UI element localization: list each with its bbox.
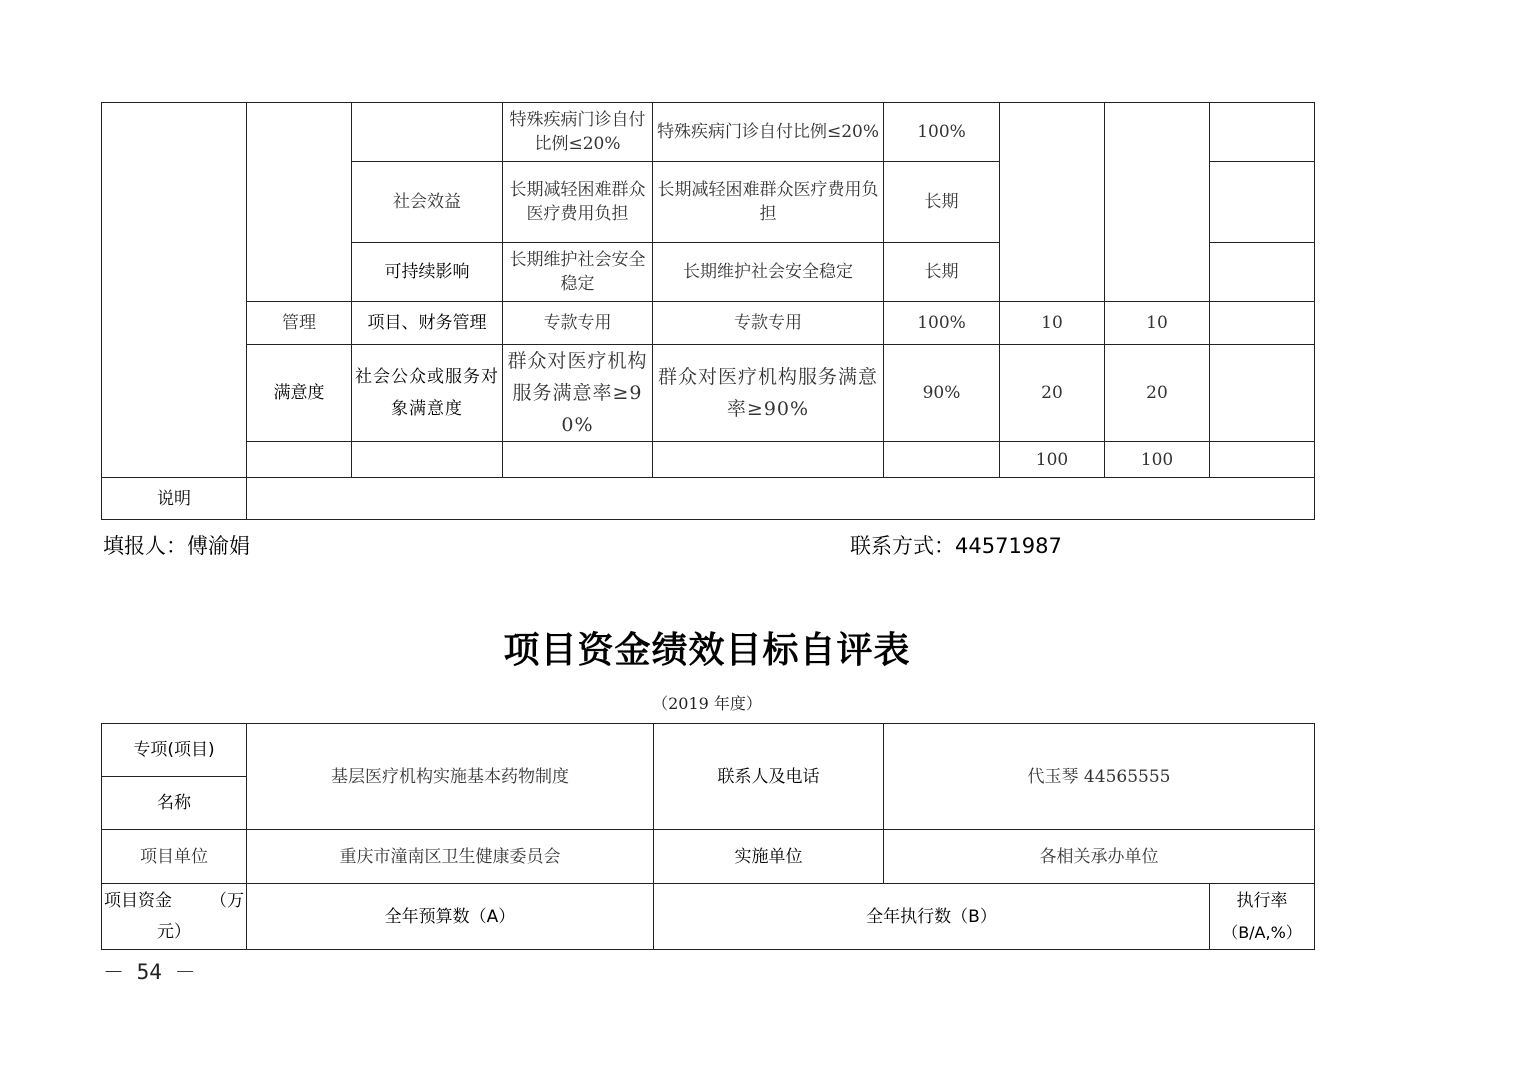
project-unit-label: 项目单位: [102, 830, 247, 884]
table-row: [102, 302, 1315, 345]
funds-label-part3: 元）: [157, 921, 191, 942]
filler-name: 填报人：傅渝娟: [103, 534, 250, 558]
table-row: [102, 830, 1315, 884]
funds-label-part2: （万: [210, 890, 244, 911]
empty-cell: [247, 442, 352, 478]
total-row: [102, 442, 1315, 478]
impl-unit-value: 各相关承办单位: [884, 830, 1315, 884]
funds-label: [102, 884, 247, 950]
target-cell: 长期维护社会安全稳定: [653, 243, 884, 302]
indicator-cell: 群众对医疗机构服务满意率≥90%: [503, 345, 653, 442]
page-number: － 54 －: [103, 960, 196, 984]
weight-cell: [1000, 103, 1105, 302]
remark-cell: [1210, 345, 1315, 442]
form-title: 项目资金绩效目标自评表: [503, 629, 911, 671]
form-year: （2019 年度）: [652, 694, 762, 713]
self-evaluation-table: [101, 723, 1315, 950]
contact-label: 联系人及电话: [654, 724, 884, 830]
score-cell: 10: [1105, 302, 1210, 345]
rate-label-line2: （B/A,%）: [1222, 922, 1302, 942]
target-cell: 群众对医疗机构服务满意率≥90%: [653, 345, 884, 442]
remark-cell: [1210, 243, 1315, 302]
level2-cell: [247, 103, 352, 302]
level1-cell: [102, 103, 247, 478]
project-unit-value: 重庆市潼南区卫生健康委员会: [247, 830, 654, 884]
total-weight-cell: 100: [1000, 442, 1105, 478]
table-row: [102, 345, 1315, 442]
note-label: 说明: [102, 478, 247, 520]
empty-cell: [503, 442, 653, 478]
funds-label-part1: 项目资金: [104, 890, 172, 911]
score-cell: [1105, 103, 1210, 302]
level2-cell: 管理: [247, 302, 352, 345]
budget-label: 全年预算数（A）: [247, 884, 654, 950]
target-cell: 特殊疾病门诊自付比例≤20%: [653, 103, 884, 162]
level3-cell: 社会公众或服务对象满意度: [352, 345, 503, 442]
execution-label: 全年执行数（B）: [654, 884, 1210, 950]
indicator-cell: 专款专用: [503, 302, 653, 345]
indicator-cell: 长期减轻困难群众医疗费用负担: [503, 162, 653, 243]
actual-cell: 长期: [884, 243, 1000, 302]
table-row: [102, 884, 1315, 950]
contact-info: 联系方式：44571987: [850, 534, 1062, 558]
level3-cell: 可持续影响: [352, 243, 503, 302]
indicator-cell: 长期维护社会安全稳定: [503, 243, 653, 302]
note-row: [102, 478, 1315, 520]
actual-cell: 100%: [884, 103, 1000, 162]
project-name-value: 基层医疗机构实施基本药物制度: [247, 724, 654, 830]
performance-table: [101, 102, 1315, 520]
level3-cell: [352, 103, 503, 162]
empty-cell: [653, 442, 884, 478]
table-row: [102, 724, 1315, 777]
indicator-cell: 特殊疾病门诊自付比例≤20%: [503, 103, 653, 162]
level2-cell: 满意度: [247, 345, 352, 442]
impl-unit-label: 实施单位: [654, 830, 884, 884]
project-name-label: 专项(项目): [102, 724, 247, 777]
weight-cell: 20: [1000, 345, 1105, 442]
weight-cell: 10: [1000, 302, 1105, 345]
actual-cell: 长期: [884, 162, 1000, 243]
score-cell: 20: [1105, 345, 1210, 442]
project-name-label-2: 名称: [102, 777, 247, 830]
remark-cell: [1210, 103, 1315, 162]
target-cell: 长期减轻困难群众医疗费用负担: [653, 162, 884, 243]
actual-cell: 90%: [884, 345, 1000, 442]
target-cell: 专款专用: [653, 302, 884, 345]
table-row: [102, 103, 1315, 162]
remark-cell: [1210, 302, 1315, 345]
remark-cell: [1210, 162, 1315, 243]
level3-cell: 项目、财务管理: [352, 302, 503, 345]
note-value: [247, 478, 1315, 520]
actual-cell: 100%: [884, 302, 1000, 345]
contact-value: 代玉琴 44565555: [884, 724, 1315, 830]
execution-rate-label: [1210, 884, 1315, 950]
empty-cell: [884, 442, 1000, 478]
empty-cell: [352, 442, 503, 478]
total-score-cell: 100: [1105, 442, 1210, 478]
level3-cell: 社会效益: [352, 162, 503, 243]
empty-cell: [1210, 442, 1315, 478]
rate-label-line1: 执行率: [1236, 890, 1288, 911]
